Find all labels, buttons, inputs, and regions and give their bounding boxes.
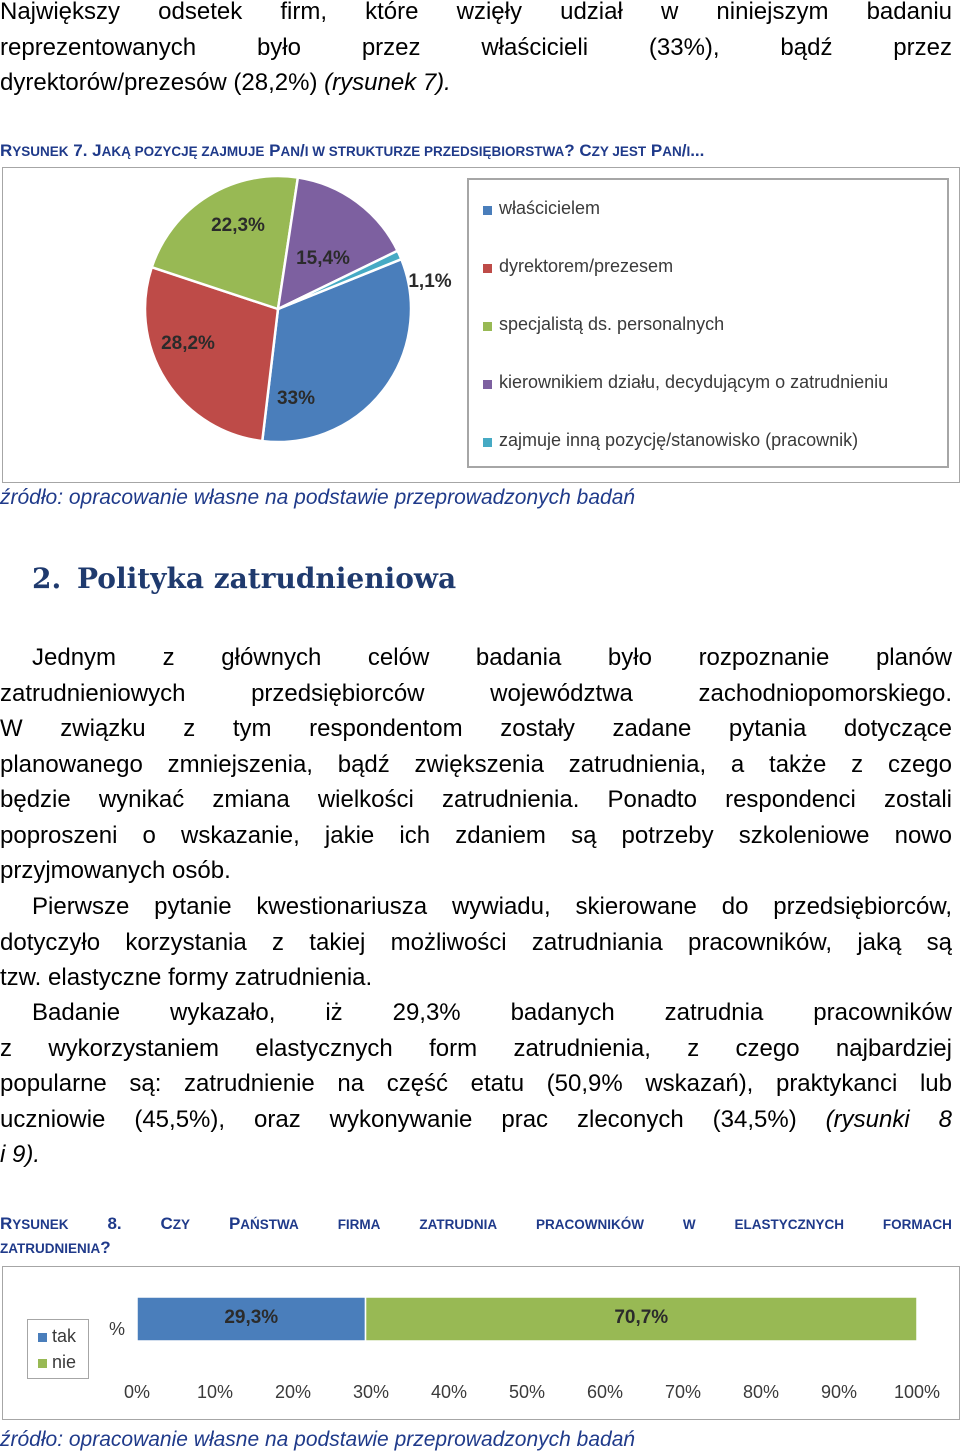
figure-reference: (rysunek 7). [324, 69, 451, 96]
figure-7-caption [0, 141, 704, 161]
bar-data-label: 70,7% [614, 1307, 669, 1328]
legend-label: zajmuje inną pozycję/stanowisko (pracownik) [499, 430, 859, 450]
caption-part: R [0, 141, 13, 160]
text-line: W związku z tym respondentom zostały zadane pytania dotyczące [0, 715, 952, 742]
caption-word [229, 1214, 299, 1234]
section-number: 2. [32, 562, 62, 595]
legend-label: specjalistą ds. personalnych [499, 314, 725, 334]
text-line: poproszeni o wskazanie, jakie ich zdaniem są potrzeby szkoleniowe nowo [0, 821, 952, 849]
x-tick-label: 60% [586, 1382, 624, 1402]
text-line: Pierwsze pytanie kwestionariusza wywiadu, skierowane do przedsiębiorców, [32, 893, 952, 920]
caption-part: PRACOWNIKÓW [535, 1217, 644, 1232]
text-line: popularne są: zatrudnienie na część etatu (50,9% wskazań), praktykanci lub [0, 1070, 952, 1097]
bar-chart [97, 1267, 957, 1419]
text-line: Badanie wykazało, iż 29,3% badanych zatrudnia pracowników [32, 999, 952, 1026]
x-tick-label: 30% [352, 1382, 390, 1402]
caption-part: ZATRUDNIENIA [0, 1241, 101, 1256]
legend-swatch [38, 1359, 47, 1368]
caption-word [107, 1214, 121, 1234]
pie-data-label: 1,1% [408, 271, 452, 292]
caption-part: ZY [172, 1217, 191, 1232]
caption-part: 8. [107, 1214, 122, 1233]
text-line: tzw. elastyczne formy zatrudnienia. [0, 964, 373, 991]
text-run: dyrektorów/prezesów (28,2%) [0, 69, 325, 96]
category-label: % [109, 1319, 126, 1339]
text-line: reprezentowanych było przez właścicieli (33%), bądź przez [0, 33, 952, 61]
text-line: dotyczyło korzystania z takiej możliwości zatrudniania pracowników, jaką są [0, 928, 952, 956]
text-line: z wykorzystaniem elastycznych form zatrudnienia, z czego najbardziej [0, 1034, 952, 1062]
body-paragraph-3 [0, 995, 952, 1173]
text-line [0, 1137, 952, 1173]
figure-reference: (rysunki 8 [825, 1105, 952, 1133]
caption-line [0, 1214, 952, 1234]
legend-swatch [483, 264, 492, 273]
bar-data-label: 29,3% [224, 1307, 279, 1328]
legend-label: nie [52, 1352, 77, 1372]
x-tick-label: 50% [508, 1382, 546, 1402]
x-tick-label: 40% [430, 1382, 468, 1402]
caption-part: AKĄ POZYCJĘ ZAJMUJE [101, 144, 265, 159]
caption-part: P [228, 1214, 241, 1233]
intro-paragraph [0, 0, 952, 101]
caption-part: R [0, 1214, 13, 1233]
legend-label: właścicielem [499, 198, 601, 218]
caption-word [0, 1214, 69, 1234]
caption-word [735, 1214, 845, 1234]
bars [137, 1297, 917, 1341]
text-run: uczniowie (45,5%), oraz wykonywanie prac zleconych (34,5%) [0, 1105, 826, 1133]
pie-data-label: 28,2% [161, 333, 215, 354]
x-tick-label: 0% [123, 1382, 151, 1402]
legend-swatch [483, 206, 492, 215]
text-line [0, 1102, 952, 1138]
x-tick-label: 80% [742, 1382, 780, 1402]
text-line: Jednym z głównych celów badania było rozpoznanie planów [32, 644, 952, 671]
caption-part: AŃSTWA [240, 1217, 299, 1232]
x-tick-label: 20% [274, 1382, 312, 1402]
pie-chart [3, 168, 463, 482]
legend-swatch [483, 438, 492, 447]
pie-data-label: 15,4% [296, 248, 350, 269]
caption-part: ZY JEST [591, 144, 647, 159]
figure-8-caption [0, 1214, 952, 1258]
x-axis-ticks [124, 1382, 940, 1402]
caption-line [0, 1238, 952, 1258]
caption-part: / [681, 141, 687, 160]
caption-part: FIRMA [337, 1217, 381, 1232]
caption-part: ... [690, 141, 705, 160]
legend-label: tak [52, 1326, 77, 1346]
caption-part: ELASTYCZNYCH [734, 1217, 845, 1232]
pie-data-label: 22,3% [211, 215, 265, 236]
pie-data-label: 33% [276, 388, 316, 409]
caption-part: I W STRUKTURZE PRZEDSIĘBIORSTWA [304, 144, 565, 159]
caption-part: C [160, 1214, 173, 1233]
body-paragraph-2 [0, 889, 952, 996]
caption-part: YSUNEK [12, 144, 69, 159]
x-tick-label: 10% [196, 1382, 234, 1402]
section-title: Polityka zatrudnieniowa [76, 562, 457, 595]
figure-8-source: źródło: opracowanie własne na podstawie przeprowadzonych badań [0, 1428, 636, 1451]
x-tick-label: 70% [664, 1382, 702, 1402]
figure-7-source: źródło: opracowanie własne na podstawie przeprowadzonych badań [0, 486, 636, 509]
caption-part: W [682, 1217, 696, 1232]
text-line: planowanego zmniejszenia, bądź zwiększenia zatrudnienia, a także z czego [0, 750, 952, 778]
caption-word [419, 1214, 497, 1234]
caption-word [161, 1214, 191, 1234]
caption-part: I [686, 144, 691, 159]
caption-part: FORMACH [882, 1217, 952, 1232]
x-tick-label: 100% [893, 1382, 941, 1402]
caption-part: AN [662, 144, 682, 159]
caption-part: 7. J [68, 141, 102, 160]
caption-part: AN [280, 144, 300, 159]
legend-label: kierownikiem działu, decydującym o zatrudnieniu [499, 372, 889, 392]
text-line [0, 65, 952, 101]
text-line: zatrudnieniowych przedsiębiorców województwa zachodniopomorskiego. [0, 679, 952, 707]
figure-8-chart [2, 1266, 960, 1420]
caption-word [536, 1214, 644, 1234]
legend-swatch [38, 1333, 47, 1342]
legend-label: dyrektorem/prezesem [499, 256, 674, 276]
caption-word [683, 1214, 696, 1234]
caption-part: P [264, 141, 281, 160]
text-line: Największy odsetek firm, które wzięły udział w niniejszym badaniu [0, 0, 952, 25]
figure-7-chart [2, 167, 960, 483]
bar-legend [27, 1319, 89, 1379]
pie-legend [467, 178, 949, 468]
caption-part: / [299, 141, 305, 160]
x-tick-label: 90% [820, 1382, 858, 1402]
body-paragraph-1 [0, 640, 952, 889]
caption-part: P [646, 141, 663, 160]
text-line: będzie wynikać zmiana wielkości zatrudnienia. Ponadto respondenci zostali [0, 786, 952, 813]
figure-reference: i 9). [0, 1141, 41, 1168]
caption-part: ? [100, 1238, 111, 1257]
legend-swatch [483, 380, 492, 389]
section-heading [32, 562, 456, 595]
caption-part: ? C [564, 141, 592, 160]
caption-part: YSUNEK [12, 1217, 69, 1232]
caption-part: ZATRUDNIA [419, 1217, 498, 1232]
caption-word [883, 1214, 952, 1234]
legend-swatch [483, 322, 492, 331]
text-line: przyjmowanych osób. [0, 857, 231, 884]
caption-word [338, 1214, 381, 1234]
